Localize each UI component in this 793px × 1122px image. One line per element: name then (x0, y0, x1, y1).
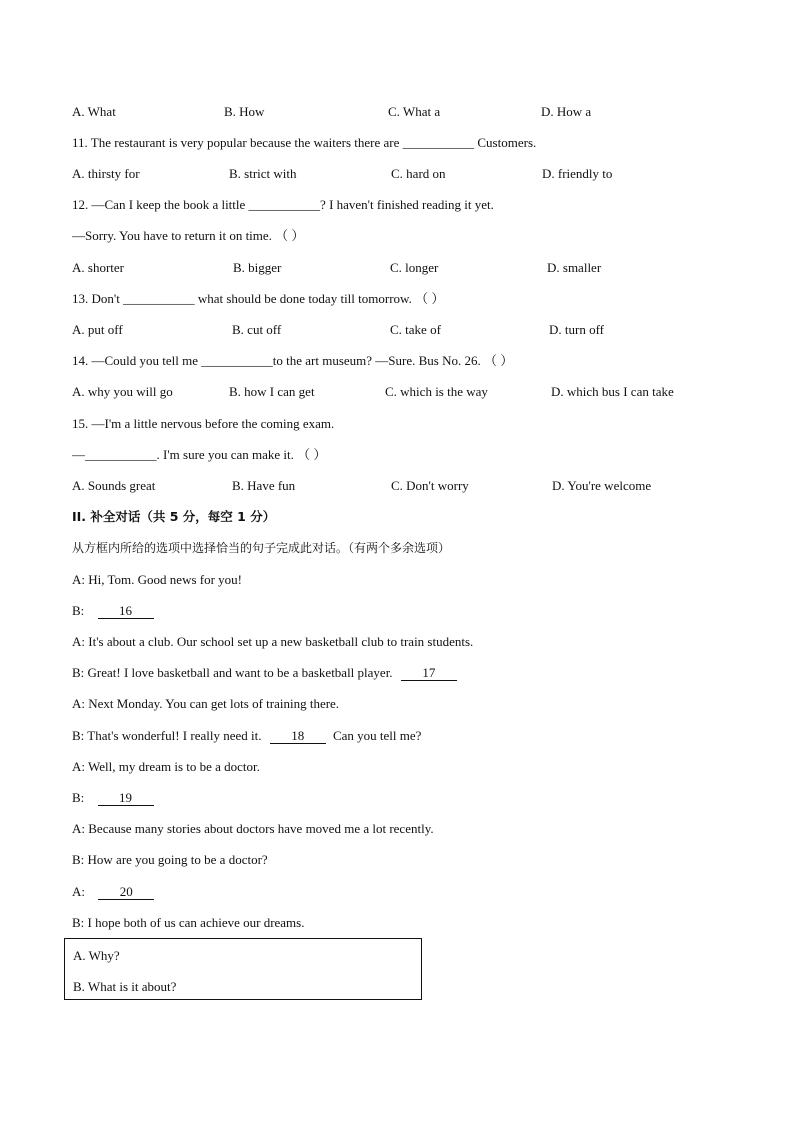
q11-option-c: C. hard on (391, 166, 446, 181)
q14-blank: ___________ (201, 353, 273, 368)
q13-option-b: B. cut off (232, 322, 282, 337)
blank-20: 20 (98, 885, 154, 900)
q14-stem: 14. —Could you tell me ___________to the art museum? —Sure. Bus No. 26. （ ） (72, 353, 514, 368)
dialogue-line-6: B: That's wonderful! I really need it. 18 Can you tell me? (72, 728, 422, 743)
q15-reply: —___________. I'm sure you can make it. （ ） (72, 447, 327, 462)
dialogue-line-7: A: Well, my dream is to be a doctor. (72, 759, 260, 774)
blank-19: 19 (98, 791, 154, 806)
q15-option-a: A. Sounds great (72, 478, 156, 493)
q12-stem: 12. —Can I keep the book a little ___________? I haven't finished reading it yet. (72, 197, 494, 212)
q12-reply: —Sorry. You have to return it on time. （ ） (72, 228, 305, 243)
dialogue-line-4: B: Great! I love basketball and want to be a basketball player. 17 (72, 665, 457, 681)
q11-option-d: D. friendly to (542, 166, 613, 181)
blank-18: 18 (270, 729, 326, 744)
q10-option-c: C. What a (388, 104, 441, 119)
q13-option-a: A. put off (72, 322, 123, 337)
section-2-instruction: 从方框内所给的选项中选择恰当的句子完成此对话。（有两个多余选项） (72, 541, 451, 555)
choices-box (64, 938, 422, 1000)
q11-stem: 11. The restaurant is very popular because the waiters there are ___________ Customers. (72, 135, 537, 150)
q14-option-a: A. why you will go (72, 384, 173, 399)
blank-17: 17 (401, 666, 457, 681)
q15-option-d: D. You're welcome (552, 478, 652, 493)
q13-option-d: D. turn off (549, 322, 605, 337)
choice-a: A. Why? (73, 948, 120, 963)
section-2-heading: II. 补全对话（共 5 分，每空 1 分） (72, 509, 276, 524)
dialogue-line-1: A: Hi, Tom. Good news for you! (72, 572, 243, 587)
q12-option-a: A. shorter (72, 260, 124, 275)
dialogue-line-9: A: Because many stories about doctors have moved me a lot recently. (72, 821, 434, 836)
dialogue-line-3: A: It's about a club. Our school set up a new basketball club to train students. (72, 634, 474, 649)
choice-b: B. What is it about? (73, 979, 177, 994)
q12-blank: ___________ (248, 197, 321, 212)
dialogue-line-2: B: 16 (72, 603, 154, 619)
dialogue-line-8: B: 19 (72, 790, 154, 806)
q12-option-b: B. bigger (233, 260, 282, 275)
q10-option-b: B. How (224, 104, 265, 119)
q13-stem: 13. Don't ___________ what should be done today till tomorrow. （ ） (72, 291, 445, 306)
q15-stem: 15. —I'm a little nervous before the coming exam. (72, 416, 335, 431)
q11-option-a: A. thirsty for (72, 166, 140, 181)
dialogue-line-10: B: How are you going to be a doctor? (72, 852, 268, 867)
q14-option-b: B. how I can get (229, 384, 315, 399)
q13-option-c: C. take of (390, 322, 441, 337)
q12-option-c: C. longer (390, 260, 439, 275)
q12-option-d: D. smaller (547, 260, 602, 275)
q15-option-c: C. Don't worry (391, 478, 469, 493)
dialogue-line-11: A: 20 (72, 884, 154, 900)
q14-option-c: C. which is the way (385, 384, 488, 399)
dialogue-line-12: B: I hope both of us can achieve our dreams. (72, 915, 305, 930)
q10-option-d: D. How a (541, 104, 592, 119)
blank-16: 16 (98, 604, 154, 619)
q11-blank: ___________ (402, 135, 475, 150)
q10-option-a: A. What (72, 104, 116, 119)
q13-blank: ___________ (123, 291, 195, 306)
q15-blank: ___________ (85, 447, 157, 462)
dialogue-line-5: A: Next Monday. You can get lots of training there. (72, 696, 340, 711)
q14-option-d: D. which bus I can take (551, 384, 674, 399)
q11-option-b: B. strict with (229, 166, 297, 181)
q15-option-b: B. Have fun (232, 478, 296, 493)
